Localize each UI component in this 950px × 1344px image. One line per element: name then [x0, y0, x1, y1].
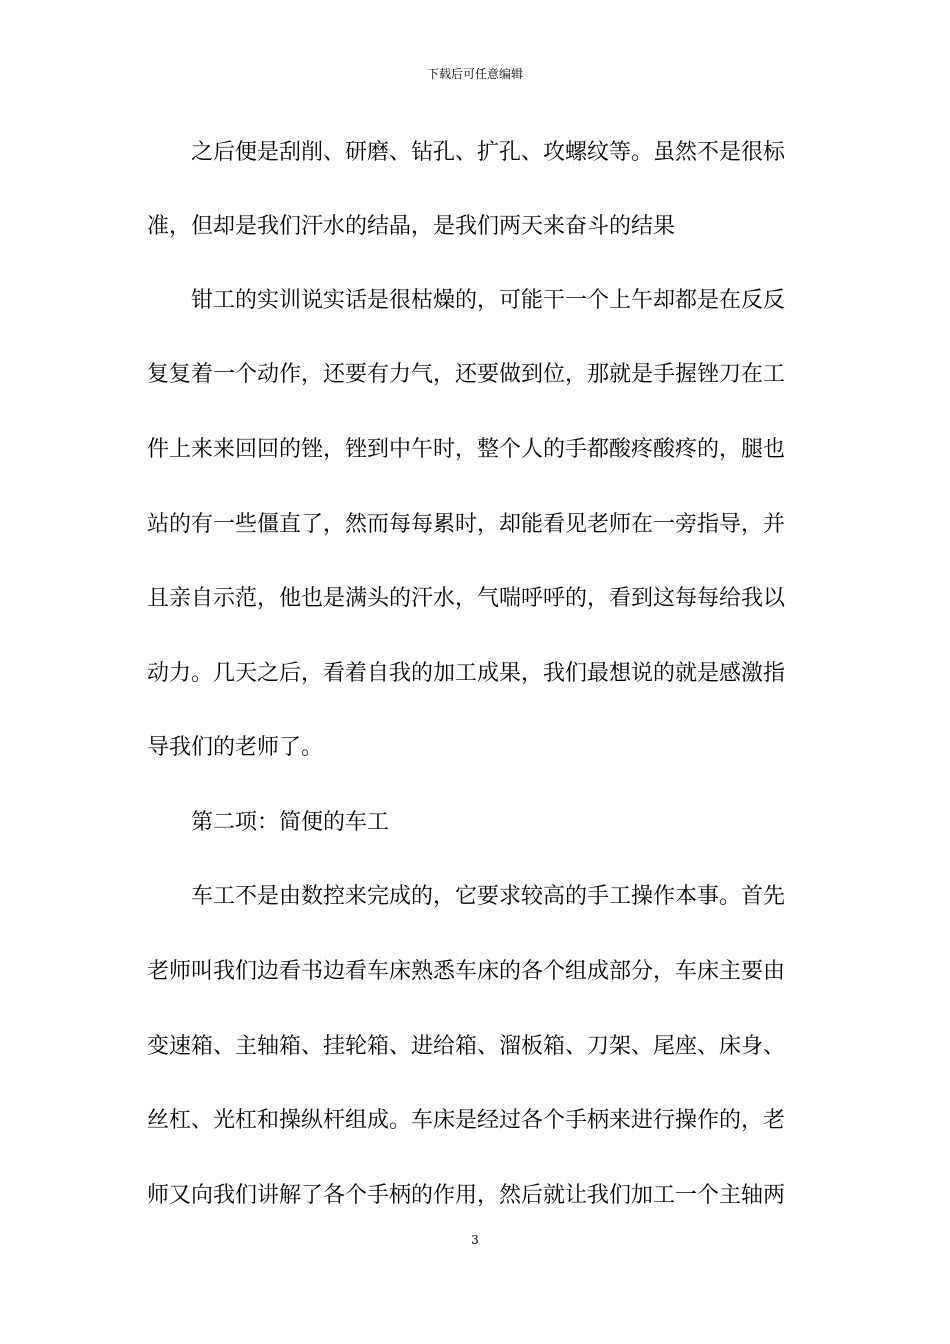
- text-line-5: 件上来来回回的锉，锉到中午时，整个人的手都酸疼酸疼的，腿也: [147, 437, 786, 462]
- page-number: 3: [471, 1233, 479, 1247]
- text-line-15: 师又向我们讲解了各个手柄的作用，然后就让我们加工一个主轴两: [147, 1183, 786, 1208]
- text-line-4: 复复着一个动作，还要有力气，还要做到位，那就是手握锉刀在工: [147, 362, 786, 387]
- text-line-7: 且亲自示范，他也是满头的汗水，气喘呼呼的，看到这每每给我以: [147, 586, 786, 611]
- page-header: 下载后可任意编辑: [426, 67, 523, 81]
- text-line-2: 准，但却是我们汗水的结晶，是我们两天来奋斗的结果: [147, 214, 676, 239]
- text-line-9: 导我们的老师了。: [147, 735, 324, 760]
- text-line-12: 老师叫我们边看书边看车床熟悉车床的各个组成部分，车床主要由: [147, 959, 786, 984]
- text-line-14: 丝杠、光杠和操纵杆组成。车床是经过各个手柄来进行操作的，老: [147, 1108, 786, 1133]
- text-line-1: 之后便是刮削、研磨、钻孔、扩孔、攻螺纹等。虽然不是很标: [191, 140, 786, 165]
- text-line-13: 变速箱、主轴箱、挂轮箱、进给箱、溜板箱、刀架、尾座、床身、: [147, 1034, 786, 1059]
- section-heading: 第二项：简便的车工: [191, 810, 390, 835]
- text-line-3: 钳工的实训说实话是很枯燥的，可能干一个上午却都是在反反: [191, 288, 786, 313]
- text-line-6: 站的有一些僵直了，然而每每累时，却能看见老师在一旁指导，并: [147, 512, 786, 537]
- text-line-8: 动力。几天之后，看着自我的加工成果，我们最想说的就是感激指: [147, 661, 786, 686]
- text-line-11: 车工不是由数控来完成的，它要求较高的手工操作本事。首先: [191, 884, 786, 909]
